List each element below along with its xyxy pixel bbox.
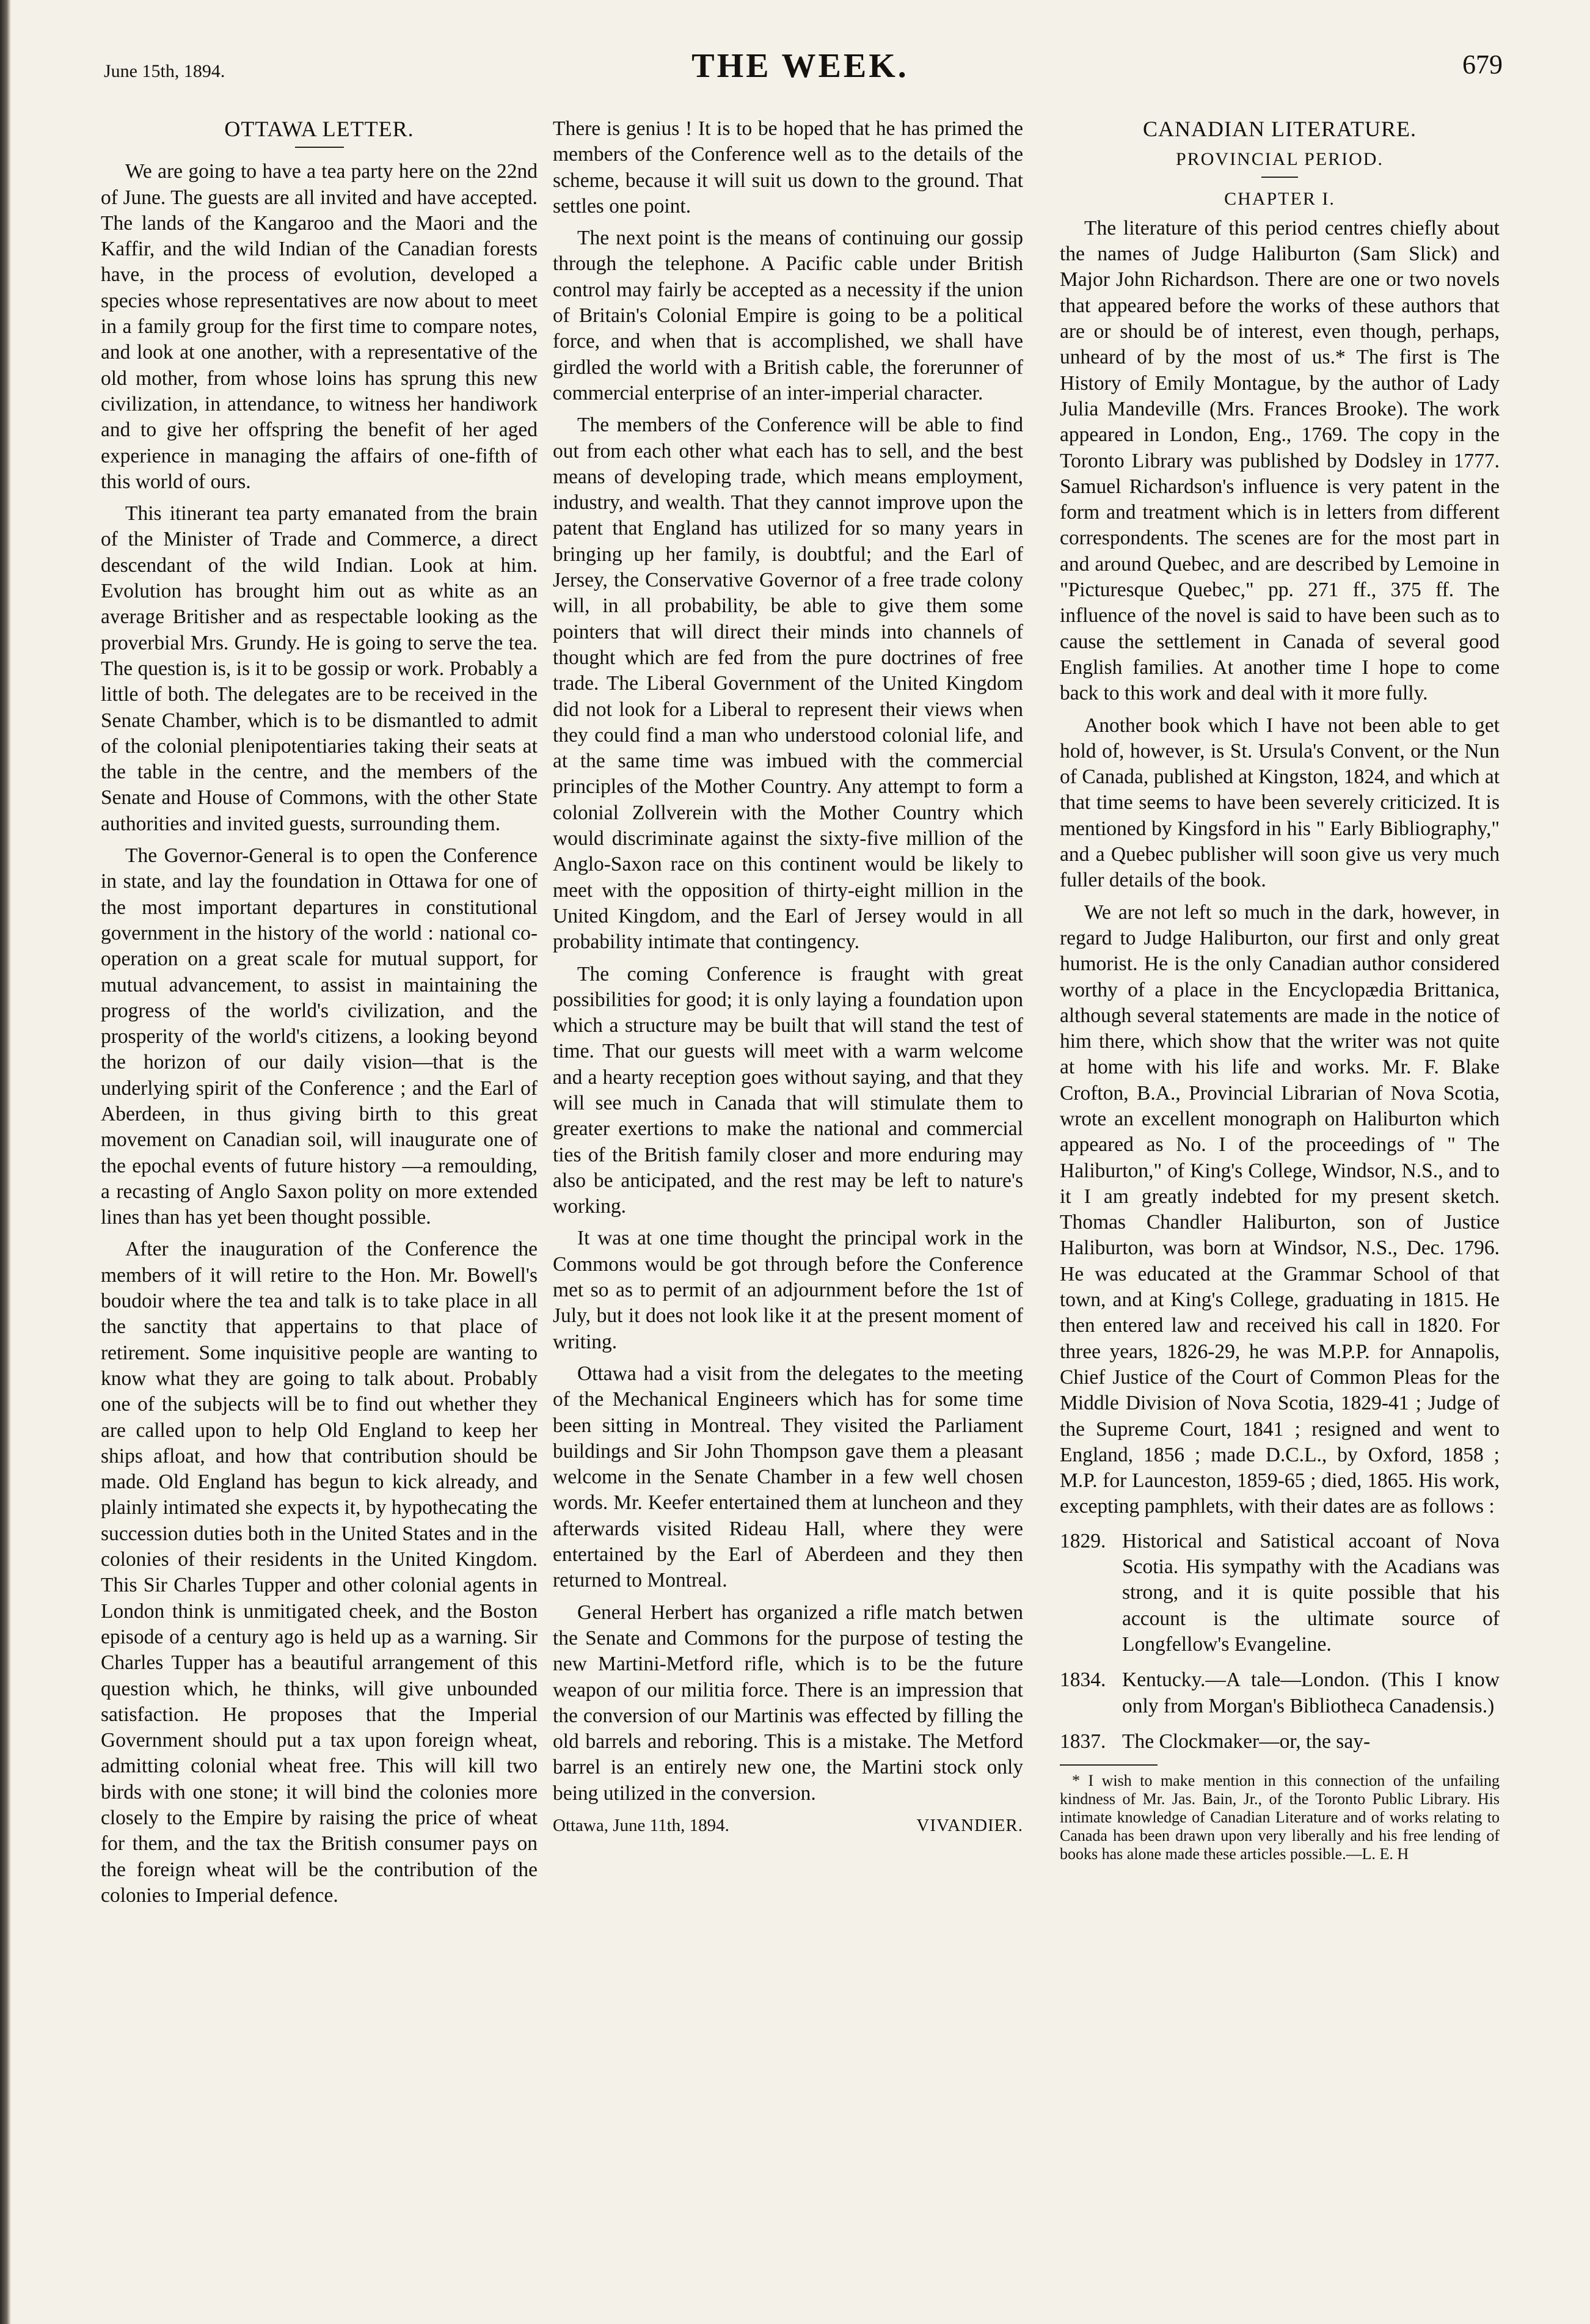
footnote-rule	[1060, 1764, 1158, 1766]
work-entry	[1060, 1667, 1500, 1719]
paragraph: We are not left so much in the dark, however, in regard to Judge Haliburton, our first and only great humorist. He is the only Canadian author considered worthy of a place in the Encyclopædia Brittanica, although several statements are made in the notice of him there, which show that the writer was not quite at home with his life and works. Mr. F. Blake Crofton, B.A., Provincial Librarian of Nova Scotia, wrote an excellent monograph on Haliburton which appeared as No. I of the proceedings of " The Haliburton," of King's College, Windsor, N.S., and to it I am greatly indebted for my present sketch. Thomas Chandler Haliburton, son of Justice Haliburton, was born at Windsor, N.S., Dec. 1796. He was educated at the Grammar School of that town, and at King's College, graduating in 1815. He then entered law and received his call in 1820. For three years, 1826-29, he was M.P.P. for Annapolis, Chief Justice of the Court of Common Pleas for the Middle Division of Nova Scotia, 1829-41 ; Judge of the Supreme Court, 1841 ; resigned and went to England, 1856 ; made D.C.L., by Oxford, 1858 ; M.P. for Launceston, 1859-65 ; died, 1865. His work, excepting pamphlets, with their dates are as follows :	[1060, 901, 1500, 1518]
work-entry	[1060, 1729, 1500, 1755]
work-description: Historical and Satistical accoant of Nova Scotia. His sympathy with the Acadians was strong, and it is quite possible that his account is the ultimate source of Longfellow's Evangeline.	[1122, 1529, 1500, 1656]
issue-date: June 15th, 1894.	[104, 61, 225, 81]
signature-line	[553, 1813, 1023, 1838]
masthead	[98, 43, 1503, 92]
paragraph: There is genius ! It is to be hoped that he has primed the members of the Conference well as to the details of the scheme, because it will suit us down to the ground. That settles one point.	[553, 117, 1023, 217]
page-edge-shadow	[0, 0, 11, 2324]
work-description: Kentucky.—A tale—London. (This I know only from Morgan's Bibliotheca Canadensis.)	[1122, 1668, 1500, 1717]
work-year: 1837.	[1060, 1730, 1106, 1753]
work-year: 1829.	[1060, 1529, 1106, 1552]
work-year: 1834.	[1060, 1668, 1106, 1692]
signature-place-date: Ottawa, June 11th, 1894.	[553, 1816, 729, 1835]
works-list	[1060, 1529, 1500, 1755]
paragraph: The literature of this period centres chiefly about the names of Judge Haliburton (Sam Slick) and Major John Richardson. There are one or two novels that appeared before the works of these authors that are or should be of interest, even though, perhaps, unheard of by the most of us.* The first is The History of Emily Montague, by the author of Lady Julia Mandeville (Mrs. Frances Brooke). The work appeared in London, Eng., 1769. The copy in the Toronto Library was published by Dodsley in 1777. Samuel Richardson's influence is very patent in the form and treatment which is in letters from different correspondents. The scenes are for the most part in and around Quebec, and are described by Lemoine in "Picturesque Quebec," pp. 271 ff., 375 ff. The influence of the novel is said to have been such as to cause the settlement in Canada of several good English families. At another time I hope to come back to this work and deal with it more fully.	[1060, 216, 1500, 705]
article-heading: CANADIAN LITERATURE.	[1143, 117, 1417, 141]
paragraph: After the inauguration of the Conference the members of it will retire to the Hon. Mr. Bowell's boudoir where the tea and talk is to take place in all the sanctity that appertains to that place of retirement. Some inquisitive people are wanting to know what they are going to talk about. Probably one of the subjects will be to find out whether they are called upon to help Old England to keep her ships afloat, and how that contribution should be made. Old England has begun to kick already, and plainly intimated she expects it, by hypothecating the succession duties both in the United States and in the colonies of their residents in the United Kingdom. This Sir Charles Tupper and other colonial agents in London think is unmitigated cheek, and the Boston episode of a century ago is held up as a warning. Sir Charles Tupper has a beautiful arrangement of this question which, he thinks, will give unbounded satisfaction. He proposes that the Imperial Government should put a tax upon foreign wheat, admitting colonial wheat free. This will kill two birds with one stone; it will bind the colonies more closely to the Empire by raising the price of wheat for them, and the tax the British consumer pays on the foreign wheat will be the contribution of the colonies to Imperial defence.	[101, 1238, 538, 1907]
paragraph: The members of the Conference will be able to find out from each other what each has to sell, and the best means of developing trade, which means employment, industry, and wealth. That they cannot improve upon the patent that England has utilized for so many years in bringing up her family, is doubtful; and the Earl of Jersey, the Conservative Governor of a free trade colony will, in all probability, be able to give them some pointers that will direct their minds into channels of thought which are fed from the pure doctrines of free trade. The Liberal Government of the United Kingdom did not look for a Liberal to represent their views when they could find a man who understood colonial life, and at the same time was imbued with the commercial principles of the Mother Country. Any attempt to form a colonial Zollverein with the Mother Country which would discriminate against the sixty-five million of the Anglo-Saxon race on this continent would be likely to meet with the opposition of thirty-eight million in the United Kingdom, and the Earl of Jersey would in all probability intimate that contingency.	[553, 414, 1023, 954]
signature-author: VIVANDIER.	[916, 1816, 1023, 1835]
column-canadian-literature	[1060, 116, 1500, 1863]
paragraph: The coming Conference is fraught with great possibilities for good; it is only laying a foundation upon which a structure may be built that will stand the test of time. That our guests will meet with a warm welcome and a hearty reception goes without saying, and that they will see much in Canada that will stimulate them to greater exertions to make the national and commercial ties of the British family closer and more enduring may also be anticipated, and the rest may be left to nature's working.	[553, 962, 1023, 1218]
work-entry	[1060, 1529, 1500, 1657]
publication-title: THE WEEK.	[691, 47, 909, 85]
paragraph: This itinerant tea party emanated from the brain of the Minister of Trade and Commerce, a direct descendant of the wild Indian. Look at him. Evolution has brought him out as white as an average Britisher and as respectable looking as the proverbial Mrs. Grundy. He is going to serve the tea. The question is, is it to be gossip or work. Probably a little of both. The delegates are to be received in the Senate Chamber, which is to be dismantled to admit of the colonial plenipotentiaries taking their seats at the table in the centre, and the members of the Senate and House of Commons, with the other State authorities and invited guests, surrounding them.	[101, 502, 538, 835]
work-description: The Clockmaker—or, the say-	[1122, 1730, 1371, 1753]
paragraph: We are going to have a tea party here on the 22nd of June. The guests are all invited and have accepted. The lands of the Kangaroo and the Maori and the Kaffir, and the wild Indian of the Canadian forests have, in the process of evolution, developed a species whose representatives are now about to meet in a family group for the first time to compare notes, and look at one another, with a representative of the old mother, from whose loins has sprung this new civilization, in attendance, to witness her handiwork and to give her offspring the benefit of her aged experience in managing the affairs of one-fifth of this world of ours.	[101, 160, 538, 493]
paragraph: The next point is the means of continuing our gossip through the telephone. A Pacific cable under British control may fairly be accepted as a necessity if the union of Britain's Colonial Empire is going to be a political force, and when that is accomplished, we shall have girdled the world with a British cable, the forerunner of commercial enterprise of an inter-imperial character.	[553, 227, 1023, 404]
article-heading: OTTAWA LETTER.	[224, 117, 414, 141]
heading-rule	[295, 147, 344, 148]
column-ottawa-letter-continued	[553, 116, 1023, 1838]
paragraph: Another book which I have not been able to get hold of, however, is St. Ursula's Convent, or the Nun of Canada, published at Kingston, 1824, and which at that time seems to have been severely criticized. It is mentioned by Kingsford in his " Early Bibliography," and a Quebec publisher will soon give us very much fuller details of the book.	[1060, 714, 1500, 892]
footnote: * I wish to make mention in this connection of the unfailing kindness of Mr. Jas. Bain, Jr., of the Toronto Public Library. His intimate knowledge of Canadian Literature and of works relating to Canada has been drawn upon very liberally and his free lending of books has alone made these articles possible.—L. E. H	[1060, 1772, 1500, 1863]
chapter-heading: CHAPTER I.	[1224, 188, 1335, 209]
heading-rule	[1261, 177, 1298, 178]
column-ottawa-letter	[101, 116, 538, 1915]
article-subheading: PROVINCIAL PERIOD.	[1176, 149, 1384, 170]
paragraph: It was at one time thought the principal work in the Commons would be got through before the Conference met so as to permit of an adjournment before the 1st of July, but it does not look like it at the present moment of writing.	[553, 1227, 1023, 1353]
paragraph: General Herbert has organized a rifle match betwen the Senate and Commons for the purpose of testing the new Martini-Metford rifle, which is to be the future weapon of our militia force. There is an impression that the conversion of our Martinis was effected by filling the old barrels and reboring. This is a mistake. The Metford barrel is an entirely new one, the Martini stock only being utilized in the conversion.	[553, 1601, 1023, 1805]
page-number: 679	[1462, 49, 1503, 79]
paragraph: The Governor-General is to open the Conference in state, and lay the foundation in Ottawa for one of the most important departures in constitutional government in the history of the world : national co-operation on a great scale for mutual support, for mutual advancement, to assist in maintaining the progress of the world's civilization, and the prosperity of the world's citizens, a looking beyond the horizon of our daily vision—that is the underlying spirit of the Conference ; and the Earl of Aberdeen, in thus giving birth to this great movement on Canadian soil, will inaugurate one of the epochal events of future history —a remoulding, a recasting of Anglo Saxon polity on more extended lines than has yet been thought possible.	[101, 844, 538, 1229]
paragraph: Ottawa had a visit from the delegates to the meeting of the Mechanical Engineers which has for some time been sitting in Montreal. They visited the Parliament buildings and Sir John Thompson gave them a pleasant welcome in the Senate Chamber in a few well chosen words. Mr. Keefer entertained them at luncheon and they afterwards visited Rideau Hall, where they were entertained by the Earl of Aberdeen and they then returned to Montreal.	[553, 1362, 1023, 1592]
